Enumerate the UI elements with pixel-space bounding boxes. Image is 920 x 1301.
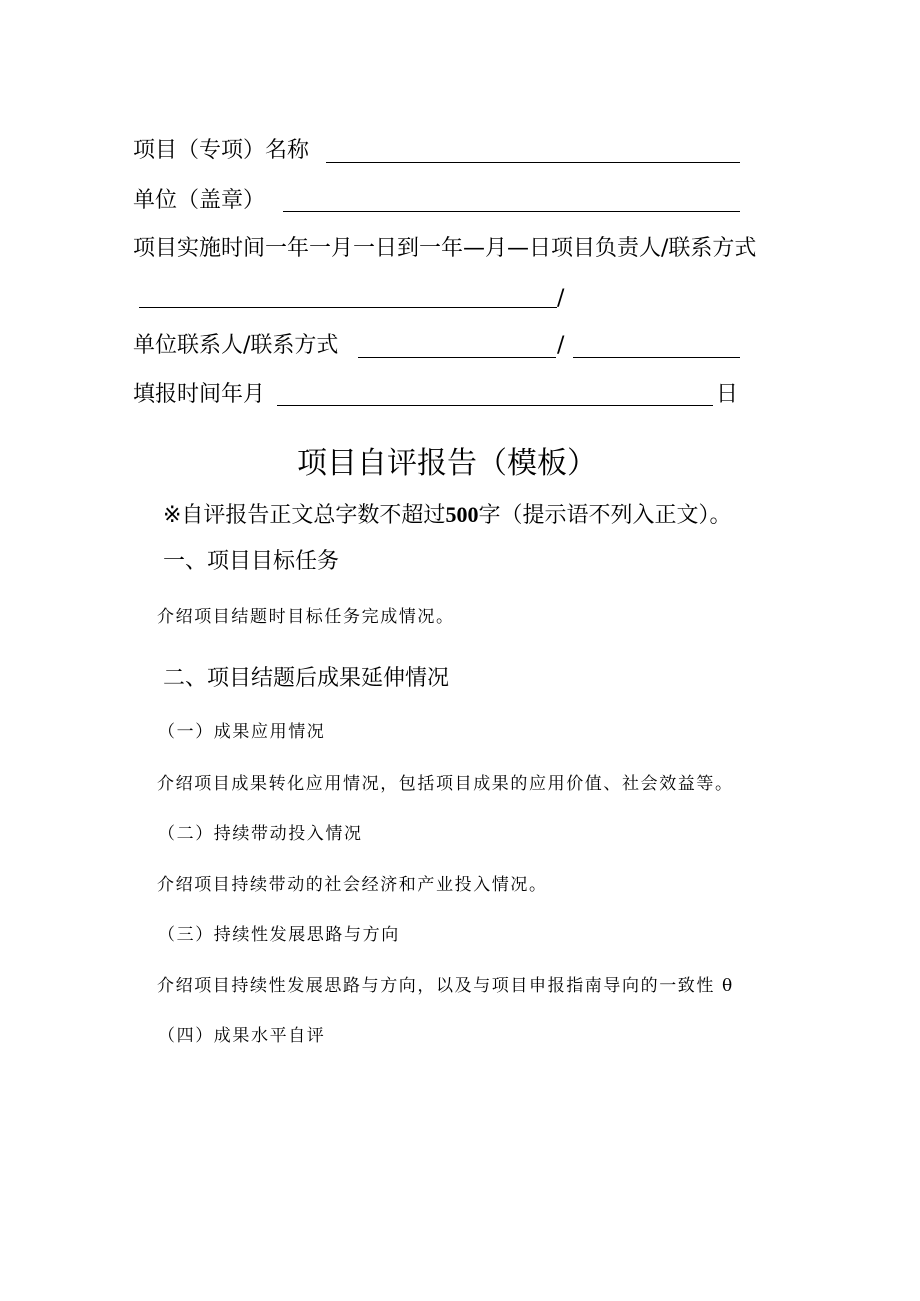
- unit-blank[interactable]: [283, 211, 740, 212]
- section-heading: 一、项目目标任务: [163, 549, 340, 574]
- note-prefix: ※自评报告正文总字数不超过: [163, 503, 446, 528]
- document-title: 项目自评报告（模板）: [297, 446, 597, 481]
- subsection-heading: （一）成果应用情况: [158, 722, 326, 742]
- project-name-blank[interactable]: [326, 162, 740, 163]
- subsection-heading: （三）持续性发展思路与方向: [158, 925, 400, 945]
- section-body: 介绍项目持续性发展思路与方向，以及与项目申报指南导向的一致性 θ: [157, 976, 734, 996]
- unit-contact-name-blank[interactable]: [358, 357, 556, 358]
- period-line: 项目实施时间一年一月一日到一年—月—日项目负责人/联系方式: [133, 236, 757, 261]
- project-name-label: 项目（专项）名称: [133, 138, 310, 163]
- unit-contact-label: 单位联系人/联系方式: [133, 333, 339, 358]
- unit-contact-info-blank[interactable]: [573, 357, 740, 358]
- project-lead-contact-blank[interactable]: [139, 307, 557, 308]
- subsection-heading: （四）成果水平自评: [158, 1026, 326, 1046]
- section-heading: 二、项目结题后成果延伸情况: [163, 666, 450, 691]
- section-body: 介绍项目持续带动的社会经济和产业投入情况。: [157, 875, 548, 895]
- note-number: 500: [445, 502, 479, 527]
- subsection-heading: （二）持续带动投入情况: [158, 824, 363, 844]
- slash-separator: /: [557, 286, 565, 311]
- day-label: 日: [716, 382, 739, 407]
- fill-time-blank[interactable]: [277, 405, 713, 406]
- section-body: 介绍项目成果转化应用情况，包括项目成果的应用价值、社会效益等。: [157, 774, 734, 794]
- unit-label: 单位（盖章）: [133, 188, 266, 213]
- note-suffix: 字（提示语不列入正文）。: [478, 503, 732, 528]
- slash-separator: /: [557, 333, 565, 358]
- fill-time-label: 填报时间年月: [133, 382, 266, 407]
- word-limit-note: [163, 500, 731, 531]
- section-body: 介绍项目结题时目标任务完成情况。: [157, 607, 455, 627]
